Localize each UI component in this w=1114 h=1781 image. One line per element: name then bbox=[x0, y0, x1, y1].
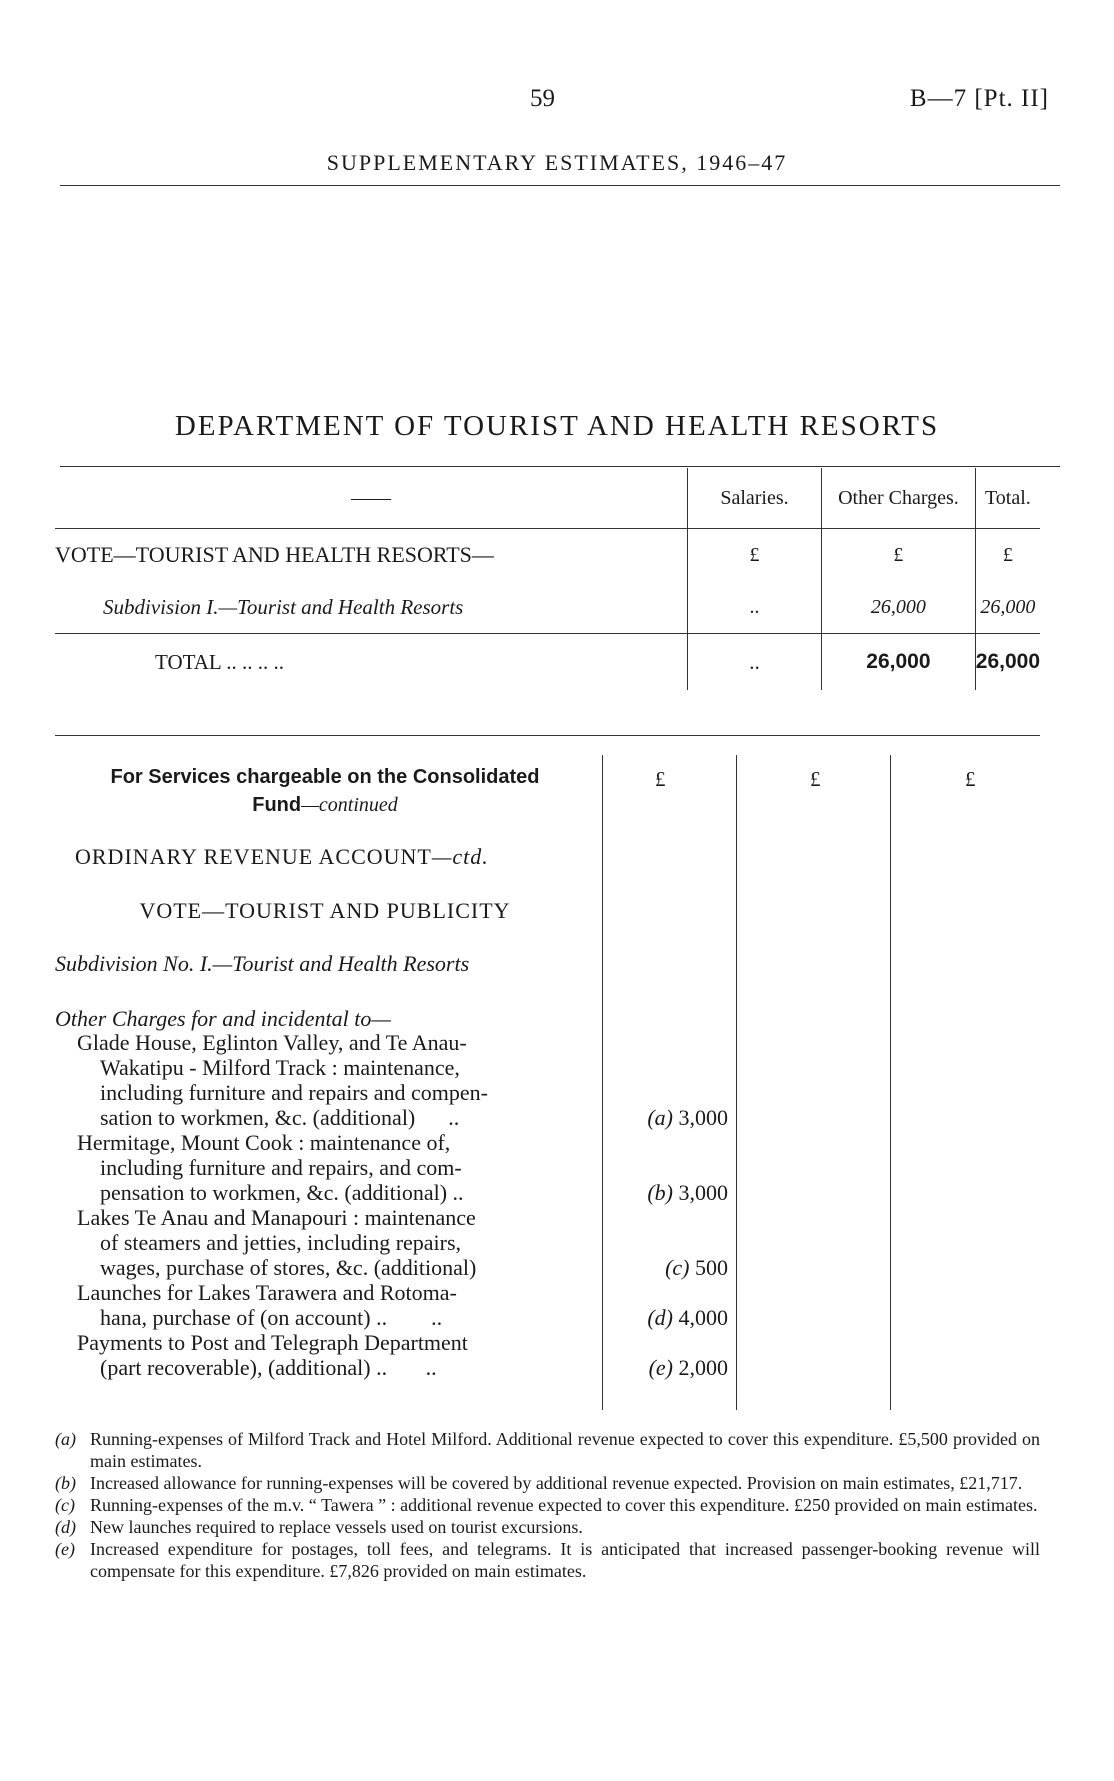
footnote-label: (d) bbox=[55, 1517, 76, 1537]
summary-header-row bbox=[55, 468, 1040, 529]
header-description: —— bbox=[55, 468, 687, 529]
subdivision-total: 26,000 bbox=[975, 581, 1040, 634]
services-heading-cont: —continued bbox=[301, 794, 398, 816]
line-item-text: hana, purchase of (on account) .. .. bbox=[100, 1305, 443, 1330]
line-item-text: pensation to workmen, &c. (additional) .. bbox=[100, 1180, 464, 1205]
line-item-text: sation to workmen, &c. (additional) .. bbox=[100, 1105, 460, 1130]
line-item-mark: (c) bbox=[665, 1255, 690, 1280]
line-item-value: 500 bbox=[689, 1255, 728, 1280]
line-item-amount bbox=[608, 1255, 748, 1281]
column-divider-total bbox=[890, 755, 891, 1410]
line-item-text: wages, purchase of stores, &c. (additional) bbox=[100, 1255, 477, 1280]
line-item-text: including furniture and repairs, and com- bbox=[100, 1155, 462, 1180]
total-total: 26,000 bbox=[975, 634, 1040, 691]
line-item-text: Lakes Te Anau and Manapouri : maintenance bbox=[77, 1205, 476, 1230]
line-item-mark: (b) bbox=[647, 1180, 673, 1205]
line-item bbox=[55, 1330, 595, 1380]
line-item-text: (part recoverable), (additional) .. .. bbox=[100, 1355, 437, 1380]
header-other-charges: Other Charges. bbox=[822, 468, 976, 529]
total-currency: £ bbox=[965, 767, 976, 791]
line-item bbox=[55, 1280, 595, 1330]
total-row bbox=[55, 634, 1040, 691]
line-item-amount bbox=[608, 1355, 748, 1381]
total-other-charges: 26,000 bbox=[822, 634, 976, 691]
vote-total: £ bbox=[975, 529, 1040, 582]
line-item bbox=[55, 1205, 595, 1280]
services-heading bbox=[55, 763, 595, 819]
vote-heading: VOTE—TOURIST AND PUBLICITY bbox=[139, 898, 511, 923]
line-item bbox=[55, 1130, 595, 1205]
line-item-text: Wakatipu - Milford Track : maintenance, bbox=[100, 1055, 460, 1080]
line-item-amount bbox=[608, 1180, 748, 1206]
line-item-text: Payments to Post and Telegraph Department bbox=[77, 1330, 468, 1355]
footnote bbox=[55, 1516, 1040, 1538]
document-reference: B—7 [Pt. II] bbox=[909, 85, 1049, 112]
footnote-text: New launches required to replace vessels used on tourist excursions. bbox=[90, 1517, 583, 1537]
account-heading-suffix: —ctd. bbox=[431, 844, 489, 869]
account-heading bbox=[55, 843, 615, 871]
footnote-text: Running-expenses of the m.v. “ Tawera ” : additional revenue expected to cover this expenditure. £250 provided on main estimates. bbox=[90, 1495, 1038, 1515]
subdivision-salaries: .. bbox=[687, 581, 821, 634]
subdivision-label: Subdivision I.—Tourist and Health Resorts bbox=[103, 594, 464, 619]
line-item-text: Glade House, Eglinton Valley, and Te Anau- bbox=[77, 1030, 467, 1055]
summary-table bbox=[55, 468, 1040, 690]
page-number: 59 bbox=[530, 85, 555, 112]
footnote-text: Running-expenses of Milford Track and Hotel Milford. Additional revenue expected to cover this expenditure. £5,500 provided on main estimates. bbox=[90, 1429, 1040, 1471]
footnote-label: (c) bbox=[55, 1495, 75, 1515]
footnote-text: Increased expenditure for postages, toll fees, and telegrams. It is anticipated that increased passenger-booking revenue will compensate for this expenditure. £7,826 provided on main estimates. bbox=[90, 1539, 1040, 1581]
line-item-value: 2,000 bbox=[673, 1355, 728, 1380]
services-heading-fund: Fund bbox=[252, 794, 302, 816]
header-total: Total. bbox=[975, 468, 1040, 529]
footnote bbox=[55, 1428, 1040, 1472]
estimates-body bbox=[55, 755, 1040, 1410]
line-item-amount bbox=[608, 1305, 748, 1331]
department-title: DEPARTMENT OF TOURIST AND HEALTH RESORTS bbox=[174, 410, 940, 442]
line-item-value: 4,000 bbox=[673, 1305, 728, 1330]
line-item bbox=[55, 1030, 595, 1130]
footnote bbox=[55, 1472, 1040, 1494]
line-item-value: 3,000 bbox=[673, 1105, 728, 1130]
footnote-label: (a) bbox=[55, 1429, 76, 1449]
footnote bbox=[55, 1538, 1040, 1582]
vote-other-charges: £ bbox=[822, 529, 976, 582]
account-heading-text: ORDINARY REVENUE ACCOUNT bbox=[75, 844, 432, 869]
subdivision-other-charges: 26,000 bbox=[822, 581, 976, 634]
footnote-label: (b) bbox=[55, 1473, 76, 1493]
line-item-text: including furniture and repairs and compen- bbox=[100, 1080, 488, 1105]
line-item-text: of steamers and jetties, including repairs, bbox=[100, 1230, 462, 1255]
header-rule bbox=[60, 185, 1060, 186]
title-rule bbox=[60, 466, 1060, 467]
line-item-text: Launches for Lakes Tarawera and Rotoma- bbox=[77, 1280, 457, 1305]
line-item-mark: (d) bbox=[647, 1305, 673, 1330]
line-item-mark: (e) bbox=[648, 1355, 673, 1380]
vote-row bbox=[55, 529, 1040, 582]
line-item-amount bbox=[608, 1105, 748, 1131]
footnote bbox=[55, 1494, 1040, 1516]
salaries-currency: £ bbox=[655, 767, 666, 791]
other-charges-intro: Other Charges for and incidental to— bbox=[55, 1006, 391, 1031]
services-heading-text: For Services chargeable on the Consolidated bbox=[110, 766, 540, 788]
other-currency: £ bbox=[810, 767, 821, 791]
subdivision-row bbox=[55, 581, 1040, 634]
line-item-value: 3,000 bbox=[673, 1180, 728, 1205]
line-item-text: Hermitage, Mount Cook : maintenance of, bbox=[77, 1130, 451, 1155]
total-salaries: .. bbox=[687, 634, 821, 691]
footnote-text: Increased allowance for running-expenses will be covered by additional revenue expected. Provision on main estimates, £21,717. bbox=[90, 1473, 1023, 1493]
total-label: TOTAL .. .. .. .. bbox=[55, 634, 687, 691]
subdivision-heading: Subdivision No. I.—Tourist and Health Resorts bbox=[55, 951, 470, 976]
footnotes bbox=[55, 1428, 1040, 1582]
running-head: SUPPLEMENTARY ESTIMATES, 1946–47 bbox=[326, 150, 788, 175]
vote-salaries: £ bbox=[687, 529, 821, 582]
line-item-mark: (a) bbox=[647, 1105, 673, 1130]
footnote-label: (e) bbox=[55, 1539, 75, 1559]
vote-label: VOTE—TOURIST AND HEALTH RESORTS— bbox=[55, 542, 494, 567]
section-rule bbox=[55, 735, 1040, 736]
header-salaries: Salaries. bbox=[687, 468, 821, 529]
